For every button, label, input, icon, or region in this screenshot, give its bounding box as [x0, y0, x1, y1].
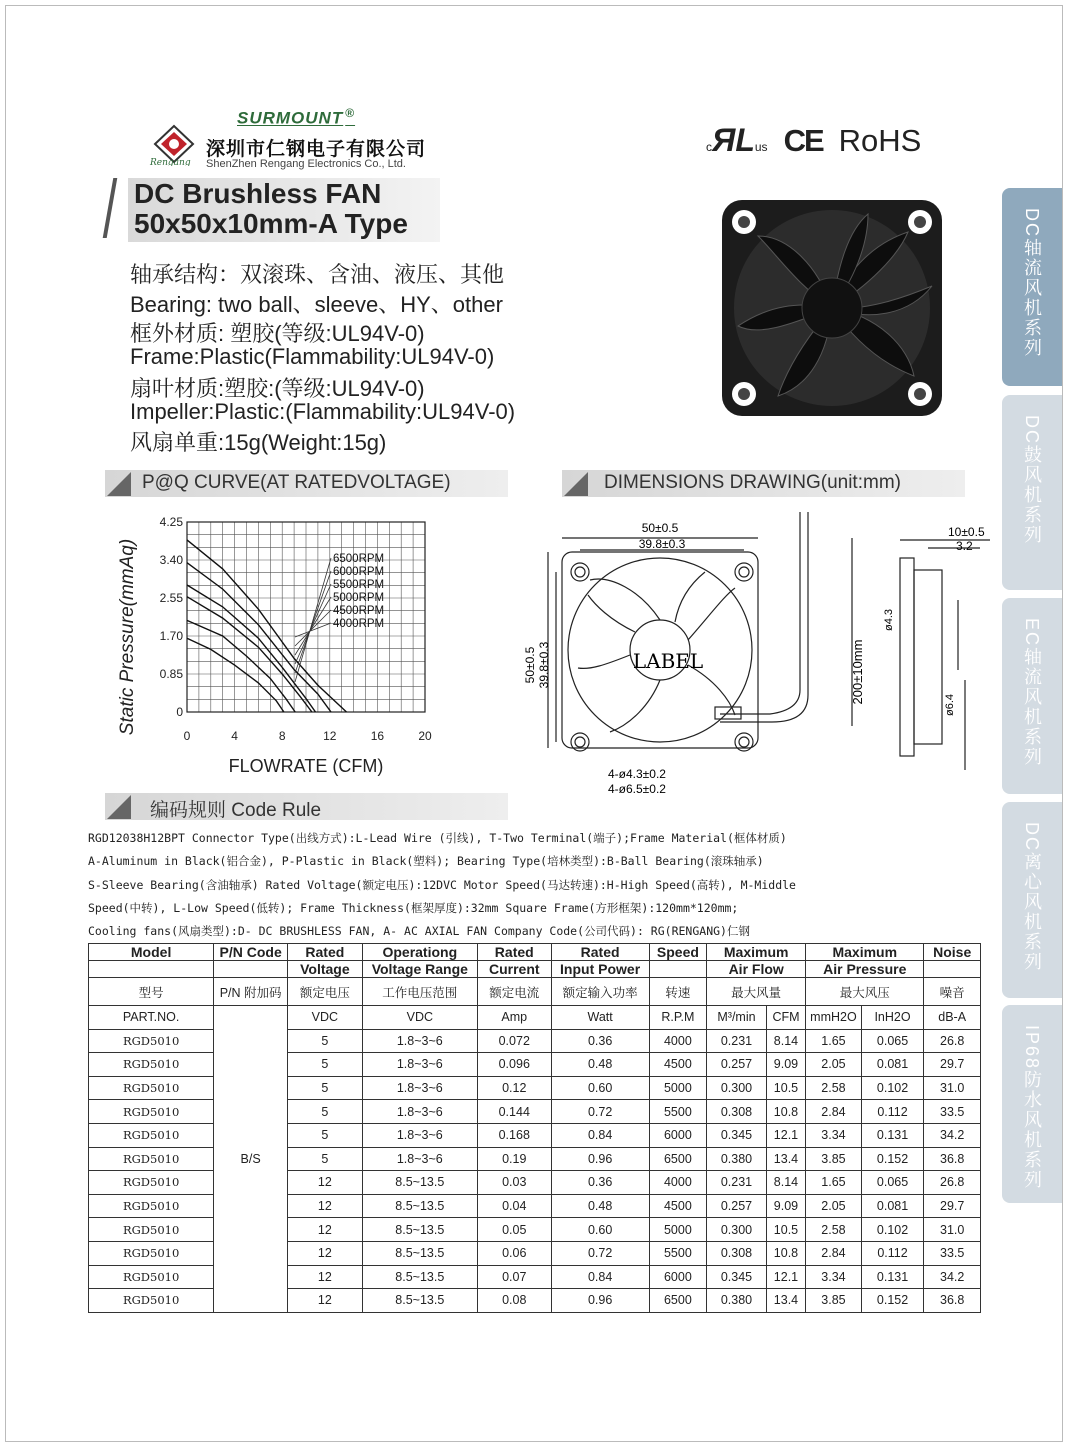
svg-text:39.8±0.3: 39.8±0.3	[537, 641, 551, 689]
table-cell: 2.58	[806, 1218, 862, 1242]
dims-section-title: DIMENSIONS DRAWING(unit:mm)	[604, 472, 901, 493]
table-cell: 0.131	[861, 1123, 924, 1147]
table-cell: 12	[287, 1218, 362, 1242]
dimensions-drawing	[510, 500, 1000, 800]
col-header: Speed	[649, 944, 707, 961]
table-cell: 2.05	[806, 1194, 862, 1218]
x-tick-label: 12	[323, 729, 337, 743]
table-cell: 33.5	[924, 1241, 981, 1265]
brand-name: SURMOUNT ®	[237, 106, 356, 128]
table-cell: 0.345	[707, 1123, 767, 1147]
code-rule-line: RGD12038H12BPT Connector Type(出线方式):L-Lead Wire (引线), T-Two Terminal(端子);Frame Material(框体材质)	[88, 831, 787, 845]
svg-text:10±0.5: 10±0.5	[948, 525, 985, 539]
col-header: Air Pressure	[806, 961, 924, 978]
table-cell: 0.84	[551, 1265, 649, 1289]
svg-text:4-ø4.3±0.2: 4-ø4.3±0.2	[608, 767, 666, 781]
table-cell: 1.8~3~6	[362, 1147, 477, 1171]
leader-line	[295, 610, 331, 646]
y-tick-label: 0	[176, 705, 183, 719]
table-cell: 8.5~13.5	[362, 1194, 477, 1218]
table-cell: 0.04	[477, 1194, 551, 1218]
table-cell: 9.09	[766, 1194, 805, 1218]
col-header-cn: 最大风压	[806, 978, 924, 1006]
table-cell: 0.065	[861, 1171, 924, 1195]
table-cell: RGD5010	[89, 1265, 214, 1289]
table-cell: RGD5010	[89, 1147, 214, 1171]
table-cell: 0.96	[551, 1289, 649, 1313]
table-cell: 5	[287, 1053, 362, 1077]
table-cell: 0.144	[477, 1100, 551, 1124]
table-cell: RGD5010	[89, 1123, 214, 1147]
table-cell: 0.08	[477, 1289, 551, 1313]
tab-dc-axial[interactable]: DC轴流风机系列	[1002, 188, 1062, 386]
x-tick-label: 4	[231, 729, 238, 743]
company-name-en: ShenZhen Rengang Electronics Co., Ltd.	[206, 158, 406, 170]
table-cell: 1.8~3~6	[362, 1123, 477, 1147]
table-cell: 0.06	[477, 1241, 551, 1265]
table-cell: 2.58	[806, 1076, 862, 1100]
table-cell: 0.112	[861, 1241, 924, 1265]
table-cell: 8.5~13.5	[362, 1241, 477, 1265]
spec-line: 框外材质: 塑胶(等级:UL94V-0)	[130, 321, 425, 346]
table-cell: 5500	[649, 1100, 707, 1124]
x-tick-label: 8	[278, 729, 286, 743]
table-cell: 26.8	[924, 1029, 981, 1053]
y-tick-label: 2.55	[159, 591, 183, 605]
units-cell: M³/min	[707, 1006, 767, 1030]
table-cell: 4000	[649, 1171, 707, 1195]
col-header: Rated	[551, 944, 649, 961]
tab-dc-centrifugal[interactable]: DC离心风机系列	[1002, 802, 1062, 998]
table-cell: RGD5010	[89, 1100, 214, 1124]
table-cell: 0.72	[551, 1100, 649, 1124]
table-cell: 8.5~13.5	[362, 1218, 477, 1242]
table-cell: 0.081	[861, 1053, 924, 1077]
table-cell: 0.19	[477, 1147, 551, 1171]
table-cell: 8.14	[766, 1171, 805, 1195]
table-cell: 5000	[649, 1076, 707, 1100]
table-cell: RGD5010	[89, 1218, 214, 1242]
table-cell: 8.14	[766, 1029, 805, 1053]
x-tick-label: 0	[183, 729, 191, 743]
col-header: Operationg	[362, 944, 477, 961]
code-rule-line: A-Aluminum in Black(铝合金), P-Plastic in Black(塑料); Bearing Type(培林类型):B-Ball Bearing(滚珠轴承)	[88, 854, 764, 868]
col-header	[649, 961, 707, 978]
series-line	[187, 638, 284, 712]
table-cell: 0.48	[551, 1053, 649, 1077]
table-cell: 2.84	[806, 1241, 862, 1265]
table-cell: 5	[287, 1076, 362, 1100]
col-header	[214, 961, 288, 978]
table-cell: RGD5010	[89, 1029, 214, 1053]
pq-curve-chart	[105, 510, 455, 790]
table-cell: 13.4	[766, 1147, 805, 1171]
table-cell: 8.5~13.5	[362, 1265, 477, 1289]
leader-line	[295, 558, 331, 682]
col-header: Noise	[924, 944, 981, 961]
table-cell: 0.36	[551, 1171, 649, 1195]
table-cell: 12	[287, 1241, 362, 1265]
spec-line: 轴承结构：双滚珠、含油、液压、其他	[130, 262, 505, 287]
table-cell: 0.380	[707, 1289, 767, 1313]
table-cell: 0.84	[551, 1123, 649, 1147]
table-cell: 6000	[649, 1265, 707, 1289]
series-label: 5000RPM	[333, 592, 385, 604]
series-label: 4500RPM	[333, 605, 385, 617]
table-cell: RGD5010	[89, 1171, 214, 1195]
table-cell: 0.12	[477, 1076, 551, 1100]
ul-mark-icon: cЯLus	[706, 122, 768, 158]
table-cell: 0.152	[861, 1289, 924, 1313]
table-cell: 1.8~3~6	[362, 1076, 477, 1100]
tab-dc-blower[interactable]: DC鼓风机系列	[1002, 395, 1062, 590]
table-cell: 0.03	[477, 1171, 551, 1195]
y-tick-label: 3.40	[159, 553, 183, 567]
table-cell: 0.102	[861, 1218, 924, 1242]
x-axis-label: FLOWRATE (CFM)	[228, 756, 384, 776]
table-cell: 3.85	[806, 1289, 862, 1313]
table-cell: 0.112	[861, 1100, 924, 1124]
col-header-cn: 工作电压范围	[362, 978, 477, 1006]
table-cell: 31.0	[924, 1218, 981, 1242]
rohs-mark: RoHS	[838, 122, 922, 158]
col-header: Input Power	[551, 961, 649, 978]
table-cell: 0.257	[707, 1053, 767, 1077]
certification-marks	[706, 122, 921, 159]
col-header-cn: 噪音	[924, 978, 981, 1006]
table-cell: 10.8	[766, 1241, 805, 1265]
table-cell: 0.072	[477, 1029, 551, 1053]
table-cell: 0.345	[707, 1265, 767, 1289]
svg-text:3.2: 3.2	[956, 539, 973, 553]
series-label: 6500RPM	[333, 553, 385, 565]
table-cell: 5000	[649, 1218, 707, 1242]
table-cell: 33.5	[924, 1100, 981, 1124]
table-cell: 6500	[649, 1289, 707, 1313]
col-header-cn: 转速	[649, 978, 707, 1006]
y-tick-label: 1.70	[159, 629, 183, 643]
table-cell: 0.308	[707, 1241, 767, 1265]
col-header: Current	[477, 961, 551, 978]
units-cell: VDC	[362, 1006, 477, 1030]
spec-line: 风扇单重:15g(Weight:15g)	[130, 430, 387, 455]
table-cell: 29.7	[924, 1053, 981, 1077]
svg-text:200±10mm: 200±10mm	[850, 639, 865, 705]
y-tick-label: 0.85	[159, 667, 183, 681]
tab-ec-axial[interactable]: EC轴流风机系列	[1002, 598, 1062, 794]
svg-text:4-ø6.5±0.2: 4-ø6.5±0.2	[608, 782, 666, 796]
table-cell: 12.1	[766, 1123, 805, 1147]
code-rule-line: S-Sleeve Bearing(含油轴承) Rated Voltage(额定电压):12DVC Motor Speed(马达转速):H-High Speed(高转), M-Middle	[88, 878, 796, 892]
spec-table	[88, 943, 981, 1313]
col-header	[89, 961, 214, 978]
table-cell: 1.8~3~6	[362, 1100, 477, 1124]
table-cell: 13.4	[766, 1289, 805, 1313]
table-cell: 12	[287, 1194, 362, 1218]
spec-line: Impeller:Plastic:(Flammability:UL94V-0)	[130, 399, 516, 424]
table-cell: 2.05	[806, 1053, 862, 1077]
col-header-cn: 额定电流	[477, 978, 551, 1006]
table-cell: 6500	[649, 1147, 707, 1171]
table-cell: 0.48	[551, 1194, 649, 1218]
leader-line	[295, 623, 331, 637]
pn-code-cell: B/S	[214, 1006, 288, 1313]
units-cell: CFM	[766, 1006, 805, 1030]
table-cell: 0.300	[707, 1218, 767, 1242]
table-cell: 0.60	[551, 1218, 649, 1242]
code-rule-line: Speed(中转), L-Low Speed(低转); Frame Thickness(框架厚度):32mm Square Frame(方形框架):120mm*120mm;	[88, 901, 739, 915]
series-line	[187, 597, 312, 712]
col-header: Model	[89, 944, 214, 961]
leader-line	[295, 571, 331, 673]
table-cell: 0.96	[551, 1147, 649, 1171]
table-cell: 0.231	[707, 1029, 767, 1053]
pq-section-title: P@Q CURVE(AT RATEDVOLTAGE)	[142, 472, 451, 493]
table-cell: 5500	[649, 1241, 707, 1265]
table-cell: 0.231	[707, 1171, 767, 1195]
col-header-cn: P/N 附加码	[214, 978, 288, 1006]
col-header-cn: 额定输入功率	[551, 978, 649, 1006]
units-cell: mmH2O	[806, 1006, 862, 1030]
table-cell: 2.84	[806, 1100, 862, 1124]
table-cell: RGD5010	[89, 1289, 214, 1313]
code-rule-line: Cooling fans(风扇类型):D- DC BRUSHLESS FAN, A- AC AXIAL FAN Company Code(公司代码): RG(RENGANG)仁钢	[88, 924, 750, 938]
series-label: 5500RPM	[333, 579, 385, 591]
table-cell: 4500	[649, 1194, 707, 1218]
table-cell: 1.65	[806, 1029, 862, 1053]
company-name-cn: 深圳市仁钢电子有限公司	[206, 138, 427, 160]
table-cell: 12	[287, 1265, 362, 1289]
table-cell: 34.2	[924, 1265, 981, 1289]
spec-line: 扇叶材质:塑胶:(等级:UL94V-0)	[130, 376, 425, 401]
table-cell: 29.7	[924, 1194, 981, 1218]
svg-text:50±0.5: 50±0.5	[523, 646, 537, 684]
tab-ip68[interactable]: IP68防水风机系列	[1002, 1005, 1062, 1203]
table-cell: 12.1	[766, 1265, 805, 1289]
leader-line	[295, 597, 331, 655]
table-cell: 0.168	[477, 1123, 551, 1147]
table-cell: 8.5~13.5	[362, 1289, 477, 1313]
table-cell: 1.65	[806, 1171, 862, 1195]
table-cell: 10.5	[766, 1218, 805, 1242]
spec-line: Bearing: two ball、sleeve、HY、other	[130, 292, 503, 317]
table-cell: 36.8	[924, 1147, 981, 1171]
table-cell: 5	[287, 1100, 362, 1124]
table-cell: 34.2	[924, 1123, 981, 1147]
svg-text:50±0.5: 50±0.5	[641, 521, 679, 535]
table-cell: 0.081	[861, 1194, 924, 1218]
units-cell: Amp	[477, 1006, 551, 1030]
table-cell: 36.8	[924, 1289, 981, 1313]
units-cell: dB-A	[924, 1006, 981, 1030]
x-tick-label: 20	[418, 729, 432, 743]
col-header: Voltage	[287, 961, 362, 978]
section-marker-icon	[564, 472, 588, 496]
col-header: Voltage Range	[362, 961, 477, 978]
company-logo-icon	[147, 122, 201, 166]
table-cell: 0.300	[707, 1076, 767, 1100]
table-cell: 26.8	[924, 1171, 981, 1195]
table-cell: 31.0	[924, 1076, 981, 1100]
units-cell: PART.NO.	[89, 1006, 214, 1030]
table-cell: 10.5	[766, 1076, 805, 1100]
table-cell: 9.09	[766, 1053, 805, 1077]
table-cell: 1.8~3~6	[362, 1053, 477, 1077]
leader-line	[295, 584, 331, 664]
table-cell: 3.85	[806, 1147, 862, 1171]
table-cell: RGD5010	[89, 1053, 214, 1077]
svg-text:Rengang: Rengang	[150, 158, 191, 166]
table-cell: 0.308	[707, 1100, 767, 1124]
section-marker-icon	[107, 472, 131, 496]
table-cell: 0.60	[551, 1076, 649, 1100]
ce-mark: CE	[783, 122, 823, 158]
table-cell: 6000	[649, 1123, 707, 1147]
table-cell: 0.096	[477, 1053, 551, 1077]
x-tick-label: 16	[370, 729, 385, 743]
table-cell: 0.380	[707, 1147, 767, 1171]
code-section-title: 编码规则 Code Rule	[150, 800, 322, 821]
col-header: Rated	[287, 944, 362, 961]
units-cell: InH2O	[861, 1006, 924, 1030]
table-cell: RGD5010	[89, 1076, 214, 1100]
series-label: 6000RPM	[333, 566, 385, 578]
product-subtitle: 50x50x10mm-A Type	[134, 208, 408, 239]
series-label: 4000RPM	[333, 618, 385, 630]
table-cell: 0.72	[551, 1241, 649, 1265]
table-cell: 1.8~3~6	[362, 1029, 477, 1053]
product-title: DC Brushless FAN	[134, 178, 382, 209]
col-header: P/N Code	[214, 944, 288, 961]
table-cell: 0.257	[707, 1194, 767, 1218]
table-cell: 12	[287, 1171, 362, 1195]
units-cell: VDC	[287, 1006, 362, 1030]
table-cell: 0.07	[477, 1265, 551, 1289]
col-header: Maximum	[707, 944, 806, 961]
table-cell: 4000	[649, 1029, 707, 1053]
table-cell: RGD5010	[89, 1241, 214, 1265]
section-marker-icon	[107, 795, 131, 819]
table-cell: 0.152	[861, 1147, 924, 1171]
col-header-cn: 型号	[89, 978, 214, 1006]
table-cell: 3.34	[806, 1265, 862, 1289]
units-cell: R.P.M	[649, 1006, 707, 1030]
table-cell: RGD5010	[89, 1194, 214, 1218]
table-cell: 12	[287, 1289, 362, 1313]
col-header: Maximum	[806, 944, 924, 961]
table-cell: 0.05	[477, 1218, 551, 1242]
table-cell: 0.065	[861, 1029, 924, 1053]
table-cell: 10.8	[766, 1100, 805, 1124]
table-cell: 5	[287, 1123, 362, 1147]
col-header: Air Flow	[707, 961, 806, 978]
units-cell: Watt	[551, 1006, 649, 1030]
col-header-cn: 最大风量	[707, 978, 806, 1006]
table-cell: 0.131	[861, 1265, 924, 1289]
svg-text:ø6.4: ø6.4	[944, 693, 956, 717]
table-cell: 5	[287, 1029, 362, 1053]
table-cell: 3.34	[806, 1123, 862, 1147]
spec-line: Frame:Plastic(Flammability:UL94V-0)	[130, 344, 495, 369]
fan-product-photo	[718, 196, 946, 420]
table-cell: 0.36	[551, 1029, 649, 1053]
col-header: Rated	[477, 944, 551, 961]
table-cell: 8.5~13.5	[362, 1171, 477, 1195]
col-header-cn: 额定电压	[287, 978, 362, 1006]
series-line	[187, 620, 295, 712]
table-cell: 5	[287, 1147, 362, 1171]
y-axis-label: Static Pressure(mmAq)	[117, 538, 138, 736]
svg-text:39.8±0.3: 39.8±0.3	[638, 537, 686, 551]
table-cell: 0.102	[861, 1076, 924, 1100]
col-header	[924, 961, 981, 978]
svg-text:ø4.3: ø4.3	[883, 608, 895, 632]
y-tick-label: 4.25	[159, 515, 183, 529]
svg-text:LABEL: LABEL	[632, 649, 704, 673]
table-cell: 4500	[649, 1053, 707, 1077]
